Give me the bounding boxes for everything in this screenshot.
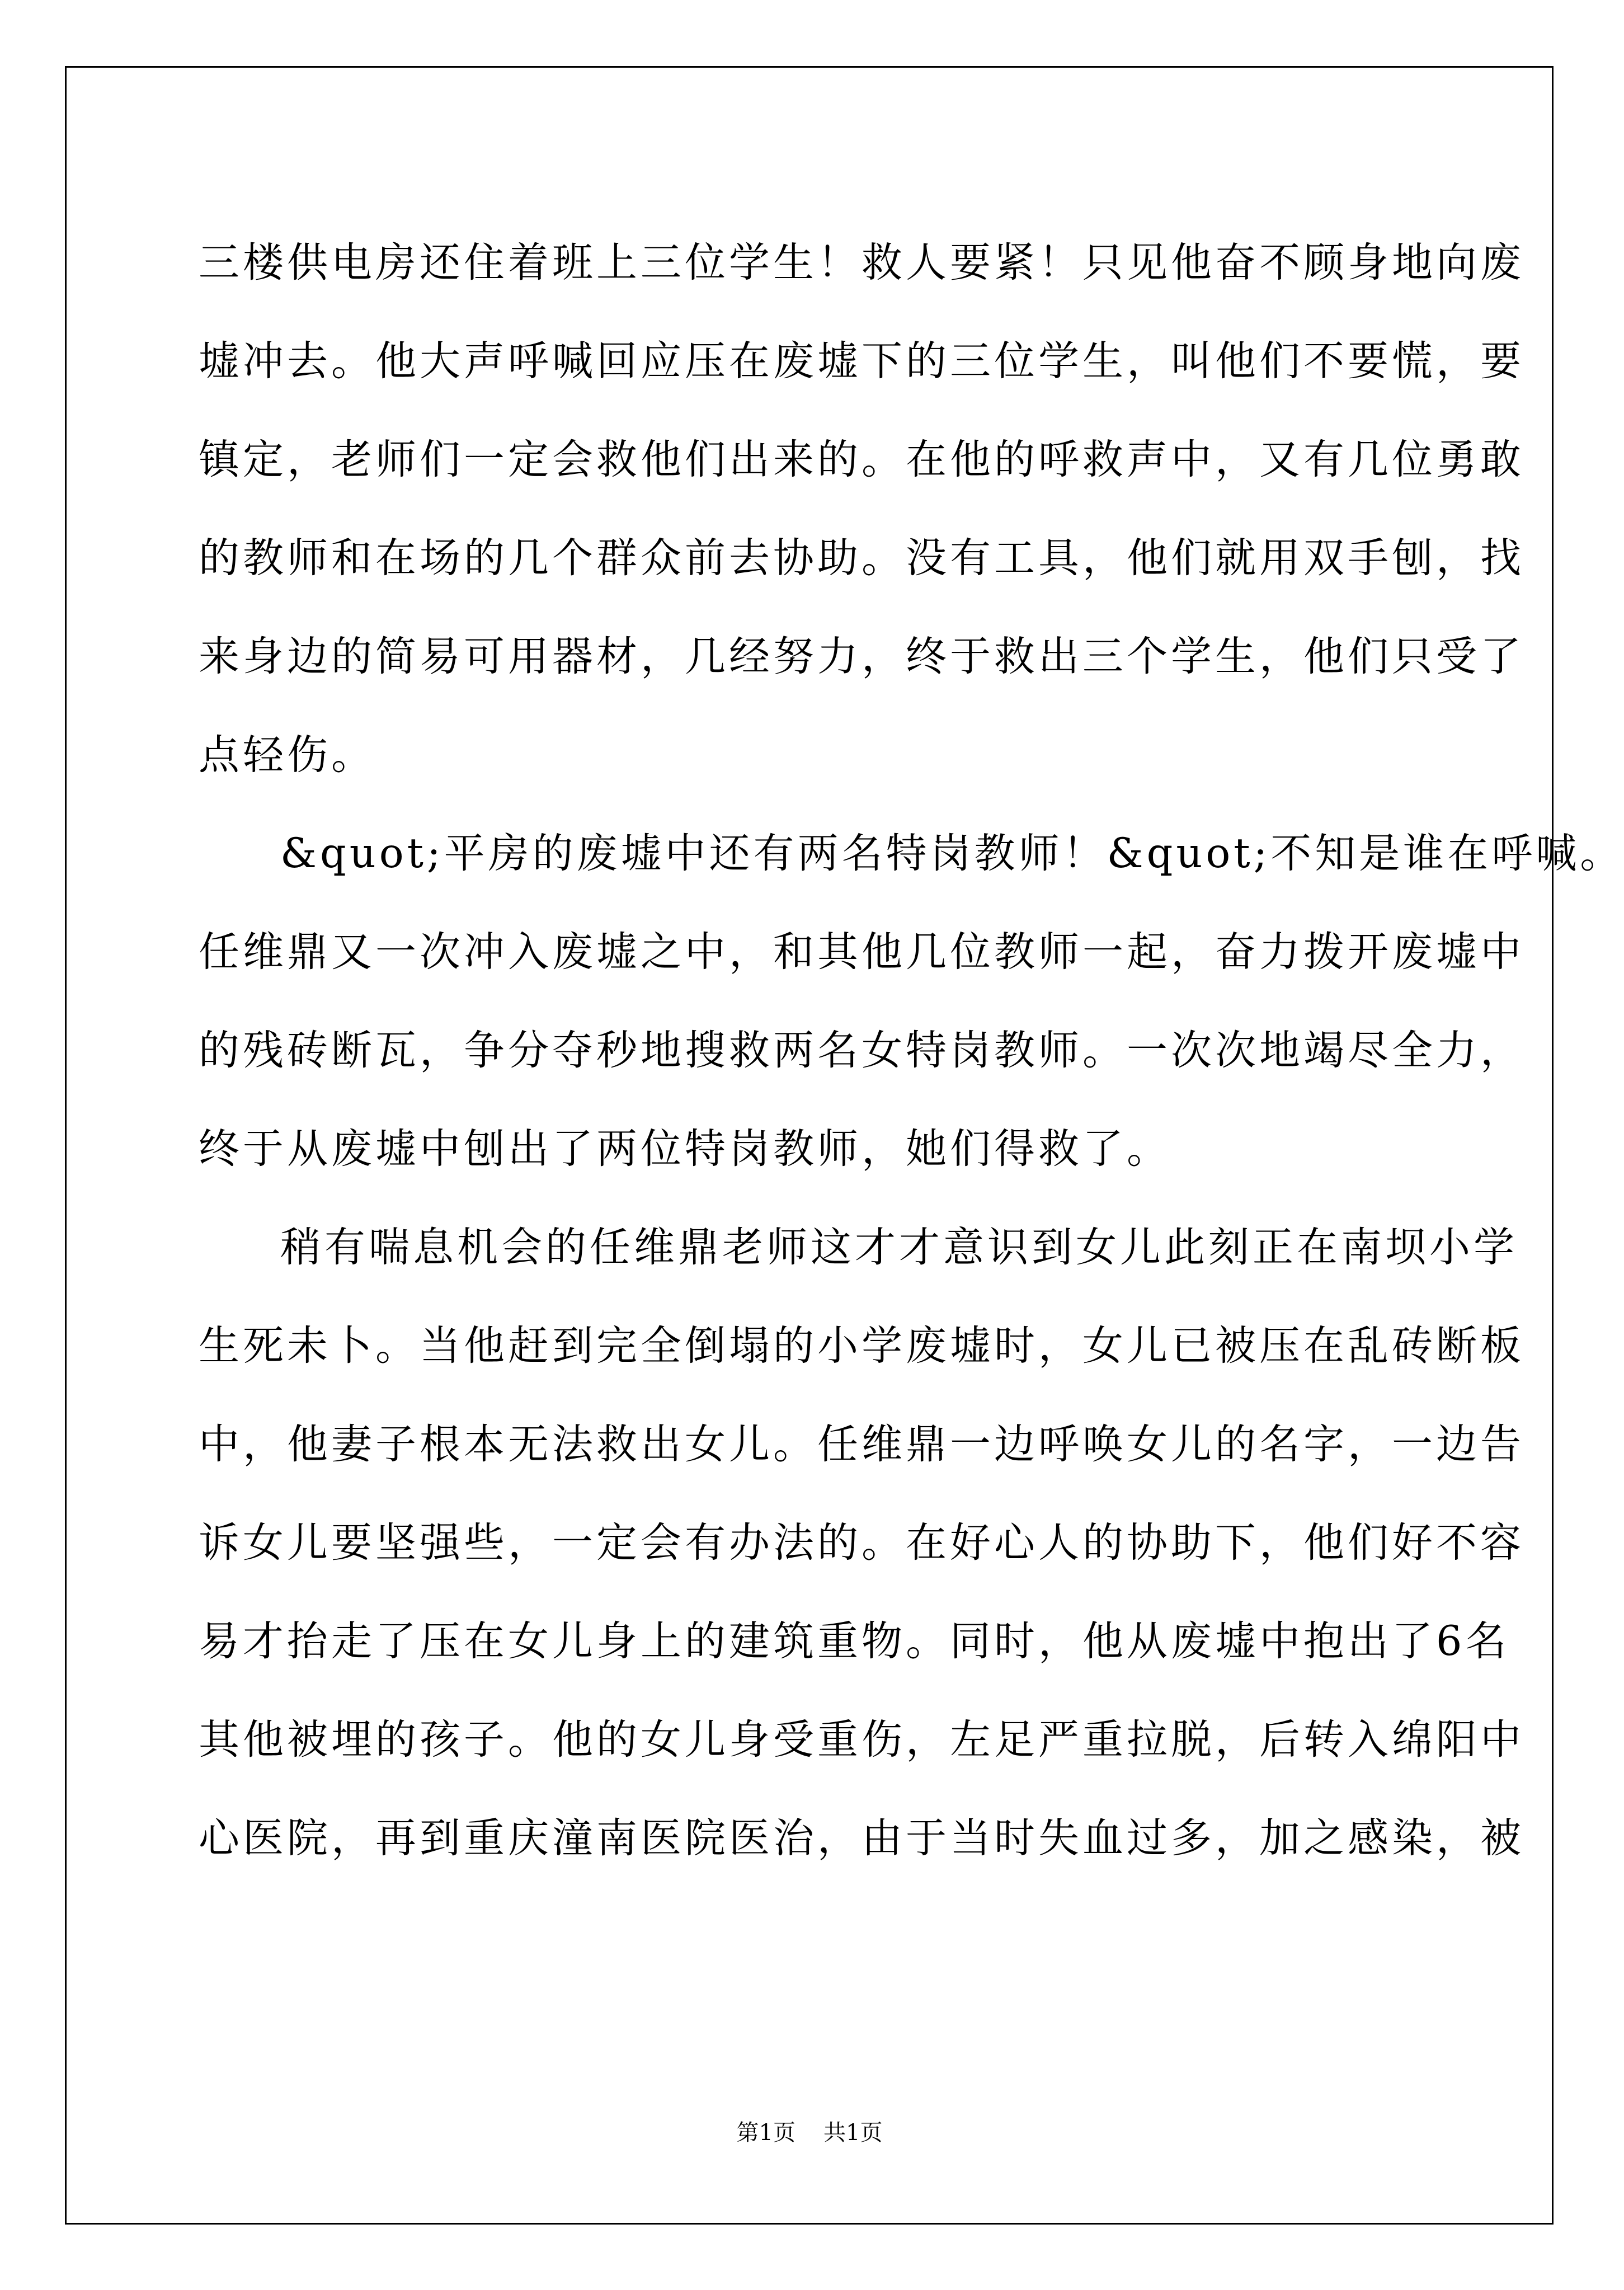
text-line: 中，他妻子根本无法救出女儿。任维鼎一边呼唤女儿的名字，一边告 bbox=[199, 1421, 1524, 1468]
text-line: 镇定，老师们一定会救他们出来的。在他的呼救声中，又有几位勇敢 bbox=[199, 436, 1524, 483]
paragraph-start-line: 稍有喘息机会的任维鼎老师这才才意识到女儿此刻正在南坝小学 bbox=[280, 1224, 1518, 1271]
text-line: 易才抬走了压在女儿身上的建筑重物。同时，他从废墟中抱出了6名 bbox=[199, 1617, 1510, 1665]
text-line: 来身边的简易可用器材，几经努力，终于救出三个学生，他们只受了 bbox=[199, 633, 1524, 680]
text-line: 三楼供电房还住着班上三位学生！救人要紧！只见他奋不顾身地向废 bbox=[199, 239, 1524, 286]
text-line: 生死未卜。当他赶到完全倒塌的小学废墟时，女儿已被压在乱砖断板 bbox=[199, 1322, 1524, 1370]
text-line: 的残砖断瓦，争分夺秒地搜救两名女特岗教师。一次次地竭尽全力， bbox=[199, 1027, 1524, 1074]
text-line: 诉女儿要坚强些，一定会有办法的。在好心人的协助下，他们好不容 bbox=[199, 1519, 1524, 1567]
text-line: 其他被埋的孩子。他的女儿身受重伤，左足严重拉脱，后转入绵阳中 bbox=[199, 1716, 1524, 1764]
text-line: 任维鼎又一次冲入废墟之中，和其他几位教师一起，奋力拨开废墟中 bbox=[199, 928, 1524, 976]
paragraph-start-line: &quot;平房的废墟中还有两名特岗教师！&quot;不知是谁在呼喊。 bbox=[280, 830, 1624, 877]
text-line: 点轻伤。 bbox=[199, 731, 375, 779]
text-line: 墟冲去。他大声呼喊回应压在废墟下的三位学生，叫他们不要慌，要 bbox=[199, 337, 1524, 385]
document-body bbox=[199, 214, 1624, 1888]
text-line: 的教师和在场的几个群众前去协助。没有工具，他们就用双手刨，找 bbox=[199, 534, 1524, 582]
page-total: 共1页 bbox=[823, 2120, 883, 2146]
page-number: 第1页 bbox=[736, 2120, 795, 2146]
page-footer bbox=[0, 2115, 1619, 2147]
text-line: 终于从废墟中刨出了两位特岗教师，她们得救了。 bbox=[199, 1125, 1171, 1173]
text-line: 心医院，再到重庆潼南医院医治，由于当时失血过多，加之感染，被 bbox=[199, 1814, 1524, 1862]
